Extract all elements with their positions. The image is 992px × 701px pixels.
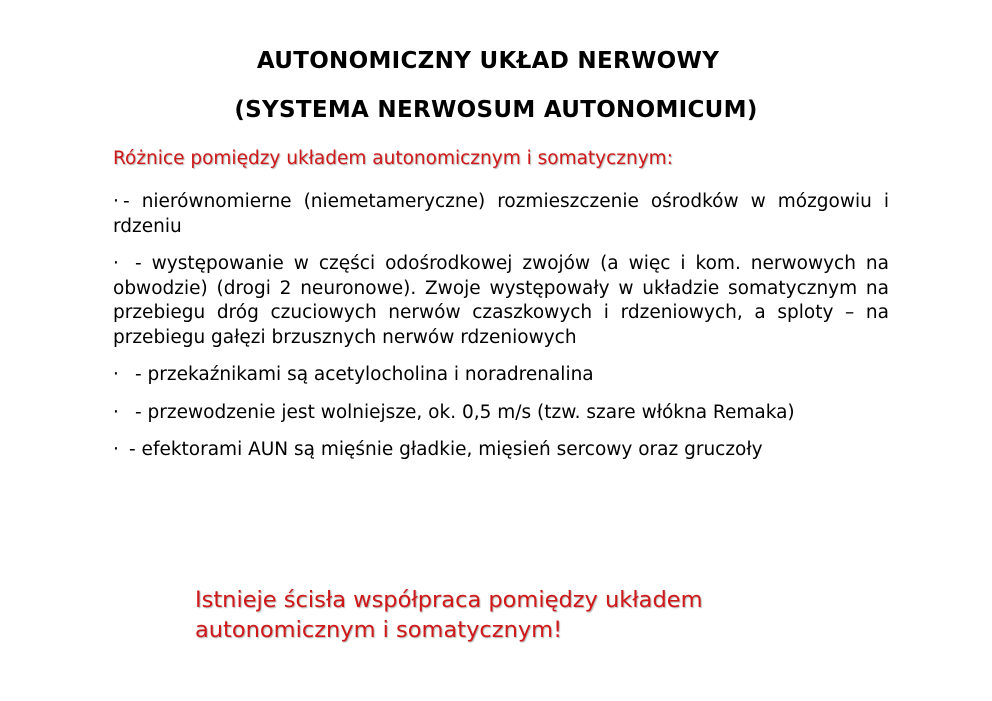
list-item xyxy=(113,401,889,426)
bullet-marker: · xyxy=(113,364,119,385)
bullet-marker: · xyxy=(113,439,119,460)
list-item-text: - występowanie w części odośrodkowej zwojów (a więc i kom. nerwowych na obwodzie) (drogi 2 neuronowe). Zwoje występowały w układzie somatycznym na przebiegu dróg czuciowych nerwów czaszkowych i rdzeniowych, a sploty – na przebiegu gałęzi brzusznych nerwów rdzeniowych xyxy=(113,253,889,348)
list-item xyxy=(113,190,889,239)
list-item xyxy=(113,363,889,388)
conclusion-line-1: Istnieje ścisła współpraca pomiędzy układem xyxy=(195,587,703,613)
bullet-marker: · xyxy=(113,191,119,212)
slide-title: AUTONOMICZNY UKŁAD NERWOWY xyxy=(256,48,720,74)
list-item xyxy=(113,438,889,463)
bullet-marker: · xyxy=(113,253,119,274)
bullet-list xyxy=(113,190,889,476)
conclusion-line-2: autonomicznym i somatycznym! xyxy=(195,617,563,643)
list-item xyxy=(113,252,889,350)
list-item-text: - nierównomierne (niemetameryczne) rozmieszczenie ośrodków w mózgowiu i rdzeniu xyxy=(113,191,889,237)
list-item-text: - przekaźnikami są acetylocholina i noradrenalina xyxy=(135,364,594,385)
slide-title-latin: (SYSTEMA NERWOSUM AUTONOMICUM) xyxy=(234,97,758,123)
bullet-marker: · xyxy=(113,401,119,423)
conclusion-note xyxy=(195,585,835,645)
list-item-text: - efektorami AUN są mięśnie gładkie, mięsień sercowy oraz gruczoły xyxy=(129,439,763,460)
list-item-text: - przewodzenie jest wolniejsze, ok. 0,5 m/s (tzw. szare włókna Remaka) xyxy=(135,401,795,423)
section-subtitle: Różnice pomiędzy układem autonomicznym i somatycznym: xyxy=(113,148,673,169)
